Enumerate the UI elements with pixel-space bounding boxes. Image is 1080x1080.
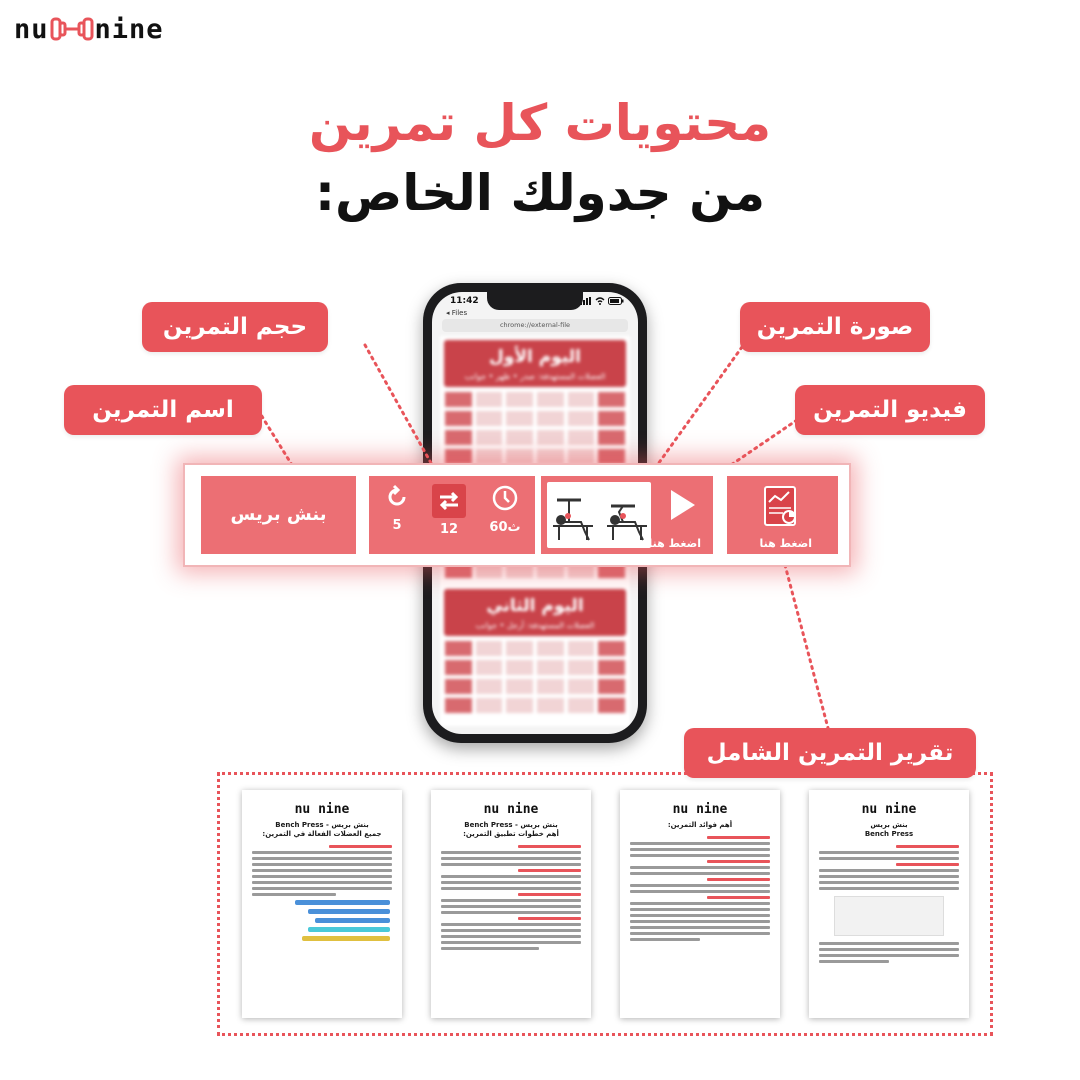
status-time: 11:42 — [450, 296, 479, 306]
page-title: بنش بريس Bench Press — [864, 821, 914, 838]
play-icon — [651, 480, 709, 530]
day-one-subtitle: العضلات المستهدفة: صدر • ظهر • جوانب — [464, 372, 606, 381]
page-text-bottom — [819, 942, 959, 963]
callout-volume: حجم التمرين — [142, 302, 328, 352]
day-two-subtitle: العضلات المستهدفة: أرجل • جوانب — [475, 621, 595, 630]
back-to-files-link[interactable]: ◂ Files — [446, 309, 468, 317]
heading-line-1: محتويات كل تمرين — [308, 94, 772, 152]
wifi-icon — [595, 297, 605, 305]
callout-name: اسم التمرين — [64, 385, 262, 435]
exercise-media — [541, 476, 713, 554]
day-two-grid — [444, 640, 626, 714]
exercise-name: بنش بريس — [201, 476, 356, 554]
clock-icon — [491, 484, 519, 512]
rest-item — [483, 484, 527, 535]
sets-value: 5 — [392, 518, 402, 533]
video-cta[interactable]: اضغط هنا — [648, 537, 701, 550]
report-cta[interactable]: اضغط هنا — [759, 537, 812, 550]
page-heading — [0, 88, 1080, 228]
day-one-header — [444, 340, 626, 387]
page-text — [252, 845, 392, 896]
battery-icon — [608, 297, 624, 305]
url-bar[interactable]: chrome://external-file — [442, 319, 628, 332]
logo-text-right: nine — [94, 13, 164, 45]
callout-report: تقرير التمرين الشامل — [684, 728, 976, 778]
page-logo: nu nine — [294, 802, 350, 817]
exercise-row — [183, 463, 851, 567]
page-title: أهم فوائد التمرين: — [667, 821, 733, 829]
page-title: بنش بريس - Bench Press أهم خطوات تطبيق التمرين: — [463, 821, 559, 838]
sets-item — [375, 484, 419, 533]
day-two-header — [444, 589, 626, 636]
page-logo: nu nine — [672, 802, 728, 817]
report-page-3[interactable] — [620, 790, 780, 1018]
logo-text-left: nu — [14, 13, 49, 45]
heading-line-2: من جدولك الخاص: — [314, 164, 766, 222]
page-title: بنش بريس - Bench Press جميع العضلات الفعالة في التمرين: — [262, 821, 382, 838]
dumbbell-icon — [50, 14, 94, 44]
brand-logo — [14, 12, 164, 46]
report-page-4[interactable] — [809, 790, 969, 1018]
exercise-image[interactable] — [545, 480, 653, 550]
exercise-volume — [369, 476, 535, 554]
reps-value: 12 — [439, 522, 459, 537]
report-document-icon — [761, 484, 803, 530]
page-text — [819, 845, 959, 890]
page-logo: nu nine — [483, 802, 539, 817]
callout-video: فيديو التمرين — [795, 385, 985, 435]
page-text — [441, 845, 581, 950]
sets-icon — [384, 484, 410, 510]
exercise-report-link[interactable] — [727, 476, 838, 554]
page-exercise-figure — [834, 896, 944, 936]
report-page-1[interactable] — [242, 790, 402, 1018]
page-text — [630, 836, 770, 941]
day-one-title: اليوم الأول — [489, 347, 581, 367]
repeat-icon — [432, 484, 466, 518]
status-icons — [580, 296, 624, 306]
callout-image: صورة التمرين — [740, 302, 930, 352]
report-page-2[interactable] — [431, 790, 591, 1018]
page-muscle-bars — [254, 900, 390, 941]
reps-item — [427, 484, 471, 537]
phone-notch — [487, 292, 583, 310]
page-logo: nu nine — [861, 802, 917, 817]
rest-value: 60ث — [489, 520, 521, 535]
bench-press-figure-icon — [547, 482, 651, 548]
day-two-title: اليوم الثاني — [486, 596, 584, 616]
